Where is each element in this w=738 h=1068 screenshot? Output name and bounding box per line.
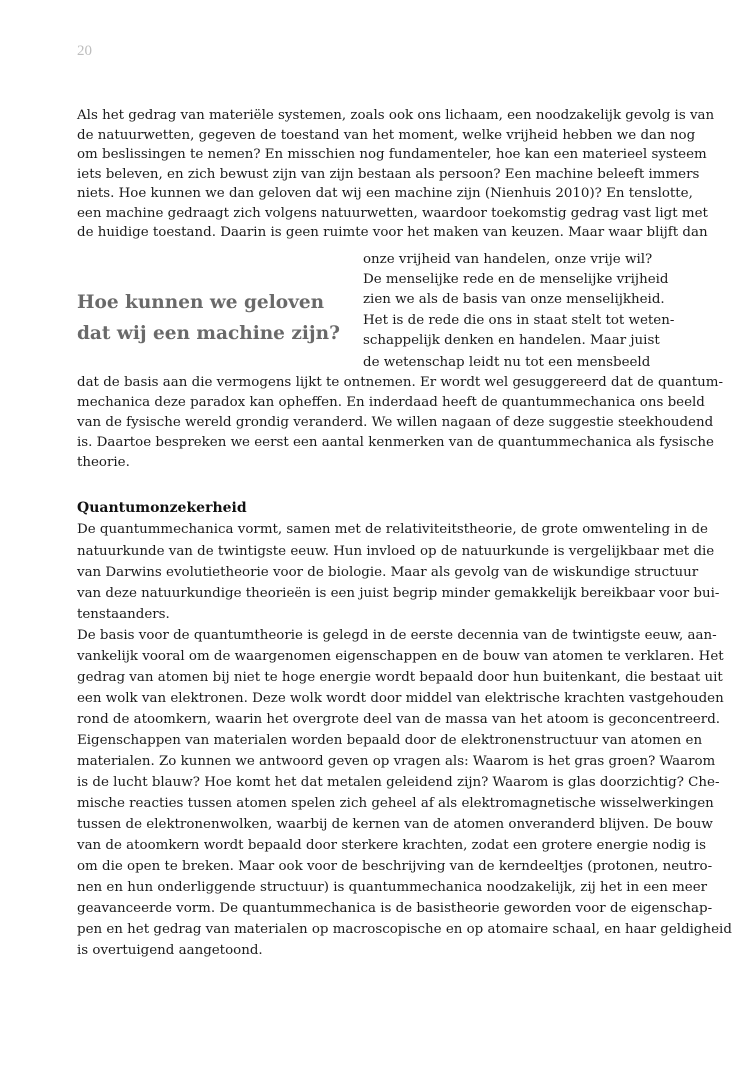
text-line: Het is de rede die ons in staat stelt tot weten- [363,313,675,328]
text-line: vankelijk vooral om de waargenomen eigenschappen en de bouw van atomen te verklaren. Het [77,649,724,664]
text-line: geavanceerde vorm. De quantummechanica is de basistheorie geworden voor de eigenschap- [77,901,713,916]
text-line: natuurkunde van de twintigste eeuw. Hun invloed op de natuurkunde is vergelijkbaar met die [77,544,715,559]
text-line: om die open te breken. Maar ook voor de beschrijving van de kerndeeltjes (protonen, neutro- [77,859,713,874]
text-line: van de fysische wereld grondig veranderd. We willen nagaan of deze suggestie steekhoudend [77,415,714,430]
text-line: theorie. [77,455,130,470]
text-line: mische reacties tussen atomen spelen zich geheel af als elektromagnetische wisselwerkingen [77,796,714,811]
text-line: onze vrijheid van handelen, onze vrije wil? [363,252,653,267]
text-line: Als het gedrag van materiële systemen, zoals ook ons lichaam, een noodzakelijk gevolg is van [77,108,715,123]
text-line: de huidige toestand. Daarin is geen ruimte voor het maken van keuzen. Maar waar blijft dan [77,225,708,240]
text-line: is. Daartoe bespreken we eerst een aantal kenmerken van de quantummechanica als fysische [77,435,714,450]
text-line: van Darwins evolutietheorie voor de biologie. Maar als gevolg van de wiskundige structuur [77,565,699,580]
pull-quote [77,287,352,349]
text-line: dat de basis aan die vermogens lijkt te ontnemen. Er wordt wel gesuggereerd dat de quantum- [77,375,723,390]
text-line: niets. Hoe kunnen we dan geloven dat wij een machine zijn (Nienhuis 2010)? En tenslotte, [77,186,693,201]
text-line: is overtuigend aangetoond. [77,943,263,958]
text-line: pen en het gedrag van materialen op macroscopische en op atomaire schaal, en haar geldigheid [77,922,732,937]
text-line: van deze natuurkundige theorieën is een juist begrip minder gemakkelijk bereikbaar voor bui- [77,586,720,601]
section-heading: Quantumonzekerheid [77,500,247,516]
pull-quote-line: Hoe kunnen we geloven [77,292,325,313]
text-line: de natuurwetten, gegeven de toestand van het moment, welke vrijheid hebben we dan nog [77,127,696,143]
text-line: een machine gedraagt zich volgens natuurwetten, waardoor toekomstig gedrag vast ligt met [77,205,708,221]
text-line: van de atoomkern wordt bepaald door sterkere krachten, zodat een grotere energie nodig is [77,838,706,853]
text-line: tussen de elektronenwolken, waarbij de kernen van de atomen onveranderd blijven. De bouw [77,817,713,832]
text-line: gedrag van atomen bij niet te hoge energie wordt bepaald door hun buitenkant, die bestaat uit [77,670,723,685]
text-line: mechanica deze paradox kan opheffen. En inderdaad heeft de quantummechanica ons beeld [77,395,705,410]
text-line: zien we als de basis van onze menselijkheid. [363,292,665,307]
text-line: een wolk van elektronen. Deze wolk wordt door middel van elektrische krachten vastgehouden [77,691,724,706]
text-line: nen en hun onderliggende structuur) is quantummechanica noodzakelijk, zij het in een meer [77,880,708,895]
pull-quote-line: dat wij een machine zijn? [77,323,340,344]
text-line: om beslissingen te nemen? En misschien nog fundamenteler, hoe kan een materieel systeem [77,147,707,162]
text-line: De basis voor de quantumtheorie is gelegd in de eerste decennia van de twintigste eeuw, aan- [77,628,717,643]
text-line: De quantummechanica vormt, samen met de relativiteitstheorie, de grote omwenteling in de [77,522,708,537]
text-line: De menselijke rede en de menselijke vrijheid [363,272,669,287]
text-line: rond de atoomkern, waarin het overgrote deel van de massa van het atoom is geconcentreerd. [77,712,721,727]
text-line: Eigenschappen van materialen worden bepaald door de elektronenstructuur van atomen en [77,733,703,748]
text-line: schappelijk denken en handelen. Maar juist [363,333,660,348]
text-line: tenstaanders. [77,607,170,622]
page-number: 20 [77,43,92,59]
text-line: de wetenschap leidt nu tot een mensbeeld [363,355,651,370]
text-line: materialen. Zo kunnen we antwoord geven op vragen als: Waarom is het gras groen? Waarom [77,754,716,769]
text-line: iets beleven, en zich bewust zijn van zijn bestaan als persoon? Een machine beleeft immers [77,166,700,182]
text-line: is de lucht blauw? Hoe komt het dat metalen geleidend zijn? Waarom is glas doorzichtig? Che- [77,775,720,790]
